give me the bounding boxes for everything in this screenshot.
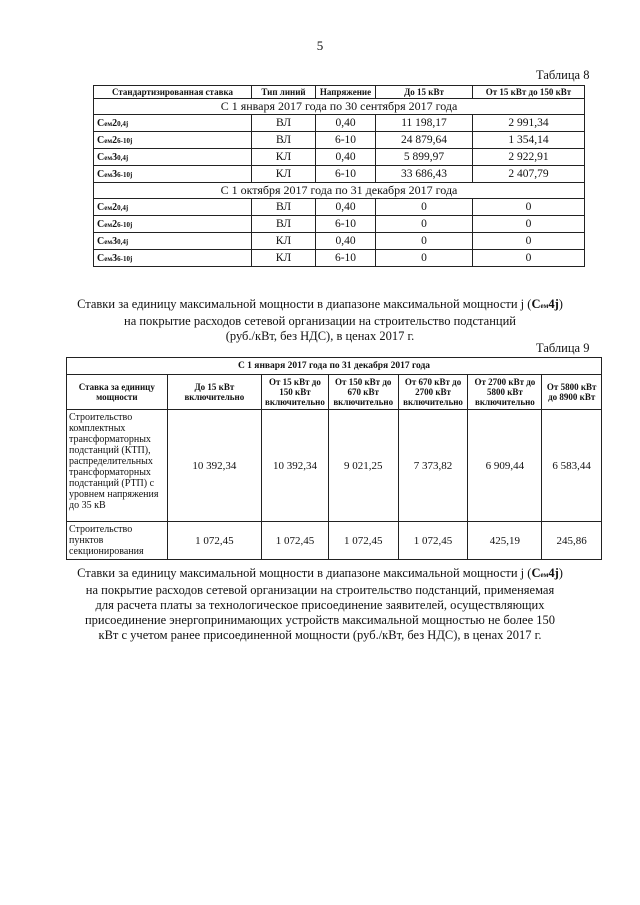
value-up-to-15: 0 <box>376 216 473 233</box>
value-15-150: 2 991,34 <box>473 115 585 132</box>
table9-header: От 150 кВт до 670 кВт включительно <box>328 375 398 410</box>
table8-header: До 15 кВт <box>376 86 473 99</box>
paragraph-line: присоединение энергопринимающих устройств максимальной мощностью не более 150 <box>84 613 556 627</box>
heading-line: на покрытие расходов сетевой организации на строительство подстанций <box>124 314 516 328</box>
rate-name: Сем30,4j <box>94 149 252 166</box>
rate-name: Сем36-10j <box>94 250 252 267</box>
table8-header-row <box>94 86 585 99</box>
table9-header: Ставка за единицу мощности <box>67 375 168 410</box>
paragraph-line: кВт с учетом ранее присоединенной мощности (руб./кВт, без НДС), в ценах 2017 г. <box>98 628 542 642</box>
voltage: 0,40 <box>316 149 376 166</box>
value-15-150: 0 <box>473 250 585 267</box>
table-row <box>94 216 585 233</box>
voltage: 0,40 <box>316 115 376 132</box>
cell-value: 245,86 <box>542 522 602 560</box>
heading-line: Ставки за единицу максимальной мощности в диапазоне максимальной мощности j (Сем4j) <box>77 297 563 311</box>
cell-value: 10 392,34 <box>167 410 261 522</box>
cell-value: 10 392,34 <box>262 410 329 522</box>
table8-header: Стандартизированная ставка <box>94 86 252 99</box>
table-row <box>94 166 585 183</box>
value-15-150: 0 <box>473 233 585 250</box>
value-15-150: 2 407,79 <box>473 166 585 183</box>
paragraph-line: Ставки за единицу максимальной мощности в диапазоне максимальной мощности j (Сем4j) <box>77 566 563 580</box>
table9-header: От 2700 кВт до 5800 кВт включительно <box>468 375 542 410</box>
cell-value: 1 072,45 <box>262 522 329 560</box>
cell-value: 425,19 <box>468 522 542 560</box>
table9-header: От 670 кВт до 2700 кВт включительно <box>398 375 468 410</box>
table8-header: От 15 кВт до 150 кВт <box>473 86 585 99</box>
row-label: Строительство пунктов секционирования <box>67 522 168 560</box>
heading-line: (руб./кВт, без НДС), в ценах 2017 г. <box>225 329 415 343</box>
line-type: КЛ <box>252 149 316 166</box>
table-row <box>94 132 585 149</box>
rate-name: Сем30,4j <box>94 233 252 250</box>
table9-header-row <box>67 375 602 410</box>
value-15-150: 2 922,91 <box>473 149 585 166</box>
line-type: КЛ <box>252 250 316 267</box>
value-up-to-15: 5 899,97 <box>376 149 473 166</box>
table9-header: До 15 кВт включительно <box>167 375 261 410</box>
value-15-150: 1 354,14 <box>473 132 585 149</box>
table-row <box>94 115 585 132</box>
table9 <box>66 357 602 560</box>
table9-header: От 15 кВт до 150 кВт включительно <box>262 375 329 410</box>
table8-period-2: С 1 октября 2017 года по 31 декабря 2017 года <box>94 183 585 199</box>
line-type: ВЛ <box>252 199 316 216</box>
table8 <box>93 85 585 267</box>
table-row <box>67 410 602 522</box>
paragraph-line: для расчета платы за технологическое присоединение заявителей, осуществляющих <box>95 598 545 612</box>
table8-header: Напряжение <box>316 86 376 99</box>
page-number: 5 <box>316 38 324 53</box>
table9-period: С 1 января 2017 года по 31 декабря 2017 года <box>67 358 602 375</box>
closing-paragraph <box>70 566 570 643</box>
voltage: 0,40 <box>316 199 376 216</box>
cell-value: 1 072,45 <box>398 522 468 560</box>
value-up-to-15: 33 686,43 <box>376 166 473 183</box>
table8-period-1: С 1 января 2017 года по 30 сентября 2017 года <box>94 99 585 115</box>
line-type: ВЛ <box>252 115 316 132</box>
voltage: 6-10 <box>316 216 376 233</box>
table9-caption: Таблица 9 <box>536 341 590 355</box>
table-row <box>94 199 585 216</box>
rate-name: Сем36-10j <box>94 166 252 183</box>
table9-header: От 5800 кВт до 8900 кВт <box>542 375 602 410</box>
paragraph-line: на покрытие расходов сетевой организации на строительство подстанций, применяемая <box>85 583 555 597</box>
table8-header: Тип линий <box>252 86 316 99</box>
value-up-to-15: 0 <box>376 250 473 267</box>
voltage: 0,40 <box>316 233 376 250</box>
rate-name: Сем26-10j <box>94 132 252 149</box>
voltage: 6-10 <box>316 250 376 267</box>
value-up-to-15: 11 198,17 <box>376 115 473 132</box>
line-type: КЛ <box>252 166 316 183</box>
value-15-150: 0 <box>473 216 585 233</box>
table-row <box>94 250 585 267</box>
rate-name: Сем26-10j <box>94 216 252 233</box>
cell-value: 6 909,44 <box>468 410 542 522</box>
value-up-to-15: 0 <box>376 233 473 250</box>
table8-caption: Таблица 8 <box>536 68 590 82</box>
row-label: Строительство комплектных трансформаторных подстанций (КТП), распределительных трансформаторных подстанций (РТП) с уровнем напряжения до 35 кВ <box>67 410 168 522</box>
table-row <box>94 233 585 250</box>
cell-value: 6 583,44 <box>542 410 602 522</box>
line-type: КЛ <box>252 233 316 250</box>
table-row <box>67 522 602 560</box>
value-up-to-15: 24 879,64 <box>376 132 473 149</box>
rate-name: Сем20,4j <box>94 115 252 132</box>
line-type: ВЛ <box>252 216 316 233</box>
cell-value: 7 373,82 <box>398 410 468 522</box>
voltage: 6-10 <box>316 166 376 183</box>
cell-value: 1 072,45 <box>328 522 398 560</box>
cell-value: 1 072,45 <box>167 522 261 560</box>
voltage: 6-10 <box>316 132 376 149</box>
cell-value: 9 021,25 <box>328 410 398 522</box>
line-type: ВЛ <box>252 132 316 149</box>
table9-heading <box>70 297 570 344</box>
value-up-to-15: 0 <box>376 199 473 216</box>
rate-name: Сем20,4j <box>94 199 252 216</box>
value-15-150: 0 <box>473 199 585 216</box>
table-row <box>94 149 585 166</box>
